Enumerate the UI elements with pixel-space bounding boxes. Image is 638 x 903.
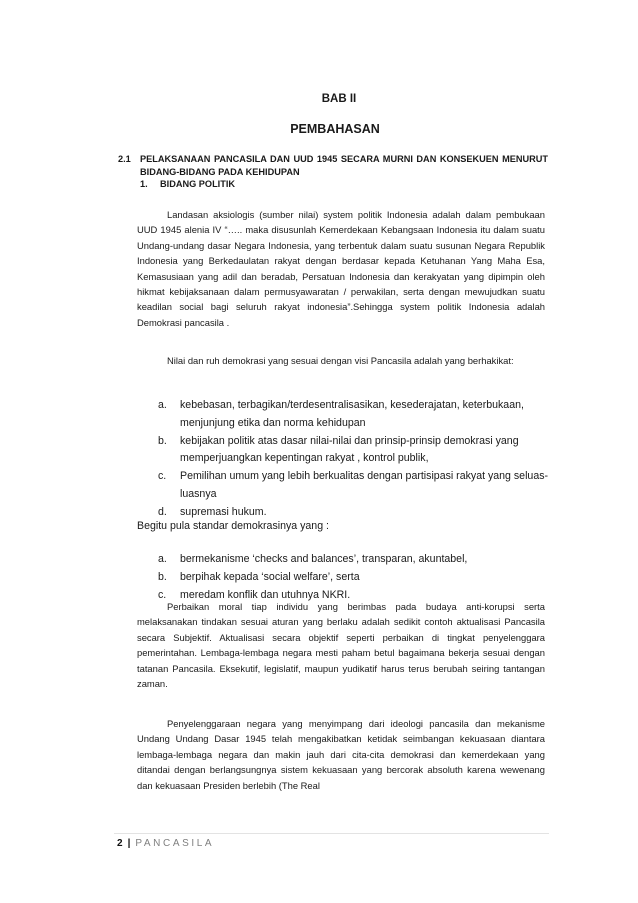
paragraph-perbaikan: [137, 599, 545, 691]
list-item: [158, 468, 558, 504]
list-marker: c.: [158, 470, 167, 483]
list-item: [158, 569, 558, 587]
subsection-heading: [140, 179, 235, 189]
footer-divider: [114, 833, 549, 834]
list-marker: b.: [158, 570, 167, 583]
chapter-label: BAB II: [321, 93, 357, 105]
list-marker: a.: [158, 553, 167, 565]
list-item: [158, 504, 558, 522]
list-item-text: Pemilihan umum yang lebih berkualitas dengan partisipasi rakyat yang seluas-luasnya: [180, 470, 549, 500]
paragraph-penyelenggaraan: [137, 716, 545, 793]
list-item: [158, 433, 558, 469]
paragraph-nilai: [137, 353, 545, 368]
list-marker: b.: [158, 434, 167, 447]
list-item: [158, 551, 558, 569]
list-marker: d.: [158, 505, 167, 518]
list-item: [158, 397, 558, 433]
paragraph-landasan-text: Landasan aksiologis (sumber nilai) system politik Indonesia adalah dalam pembukaan UUD 1945 alenia IV “….. maka disusunlah Kemerdekaan Kebangsaan Indonesia itu dalam suatu Undang-undang dasar Negara Indonesia, yang terbentuk dalam suatu susunan Negara Republik Indonesia yang Berkedaulatan rakyat dengan berdasar kepada Ketuhanan Yang Maha Esa, Kemasusiaan yang adil dan beradab, Persatuan Indonesia dan kerakyatan yang dipimpin oleh hikmat kebijaksanaan dalam permusyawaratan / perwakilan, serta dengan mewujudkan suatu keadilan social bagi seluruh rakyat indonesia”.Sehingga system politik Indonesia adalah Demokrasi pancasila .: [137, 209, 545, 328]
democracy-values-list: [158, 397, 558, 522]
subsection-title: BIDANG POLITIK: [160, 179, 236, 189]
section-heading: [118, 153, 548, 179]
democracy-standards-list: [158, 551, 558, 604]
standards-intro: Begitu pula standar demokrasinya yang :: [137, 520, 329, 532]
list-item-text: kebijakan politik atas dasar nilai-nilai dan prinsip-prinsip demokrasi yang memperjuangkan kepentingan rakyat , kontrol publik,: [180, 434, 519, 465]
page-footer: [117, 838, 214, 849]
paragraph-landasan: [137, 207, 545, 330]
list-item-text: berpihak kepada ‘social welfare’, serta: [180, 570, 360, 583]
list-item-text: bermekanisme ‘checks and balances’, transparan, akuntabel,: [180, 553, 468, 565]
footer-brand: PANCASILA: [135, 838, 215, 849]
paragraph-penyelenggaraan-text: Penyelenggaraan negara yang menyimpang dari ideologi pancasila dan mekanisme Undang Undang Dasar 1945 telah mengakibatkan ketidak seimbangan kekuasaan diantara lembaga-lembaga negara dan makin jauh dari cita-cita demokrasi dan kemerdekaan yang ditandai dengan berlangsungnya sistem kekuasaan yang bercorak absoluth karena wewenang dan kekuasaan Presiden berlebih (The Real: [137, 718, 545, 791]
paragraph-nilai-text: Nilai dan ruh demokrasi yang sesuai dengan visi Pancasila adalah yang berhakikat:: [167, 355, 514, 366]
list-item-text: meredam konflik dan utuhnya NKRI.: [180, 588, 351, 601]
list-item-text: kebebasan, terbagikan/terdesentralisasikan, kesederajatan, keterbukaan, menjunjung etika dan norma kehidupan: [180, 399, 524, 429]
section-title: PELAKSANAAN PANCASILA DAN UUD 1945 SECARA MURNI DAN KONSEKUEN MENURUT BIDANG-BIDANG PADA KEHIDUPAN: [140, 154, 548, 177]
page-number: 2: [117, 838, 123, 849]
subsection-number: 1.: [140, 179, 148, 189]
list-marker: a.: [158, 399, 167, 411]
chapter-title: PEMBAHASAN: [290, 122, 380, 136]
paragraph-perbaikan-text: Perbaikan moral tiap individu yang berimbas pada budaya anti-korupsi serta melaksanakan tindakan sesuai aturan yang berlaku adalah sedikit contoh aktualisasi Pancasila secara Subjektif. Aktualisasi secara objektif seperti perbaikan di tingkat penyelenggara pemerintahan. Lembaga-lembaga negara mesti paham betul bagaimana bekerja sesuai dengan tatanan Pancasila. Eksekutif, legislatif, maupun yudikatif harus terus berubah seiring tantangan zaman.: [137, 601, 545, 690]
footer-separator: |: [127, 838, 131, 849]
list-marker: c.: [158, 588, 167, 601]
list-item-text: supremasi hukum.: [180, 505, 267, 518]
section-number: 2.1: [118, 154, 131, 164]
